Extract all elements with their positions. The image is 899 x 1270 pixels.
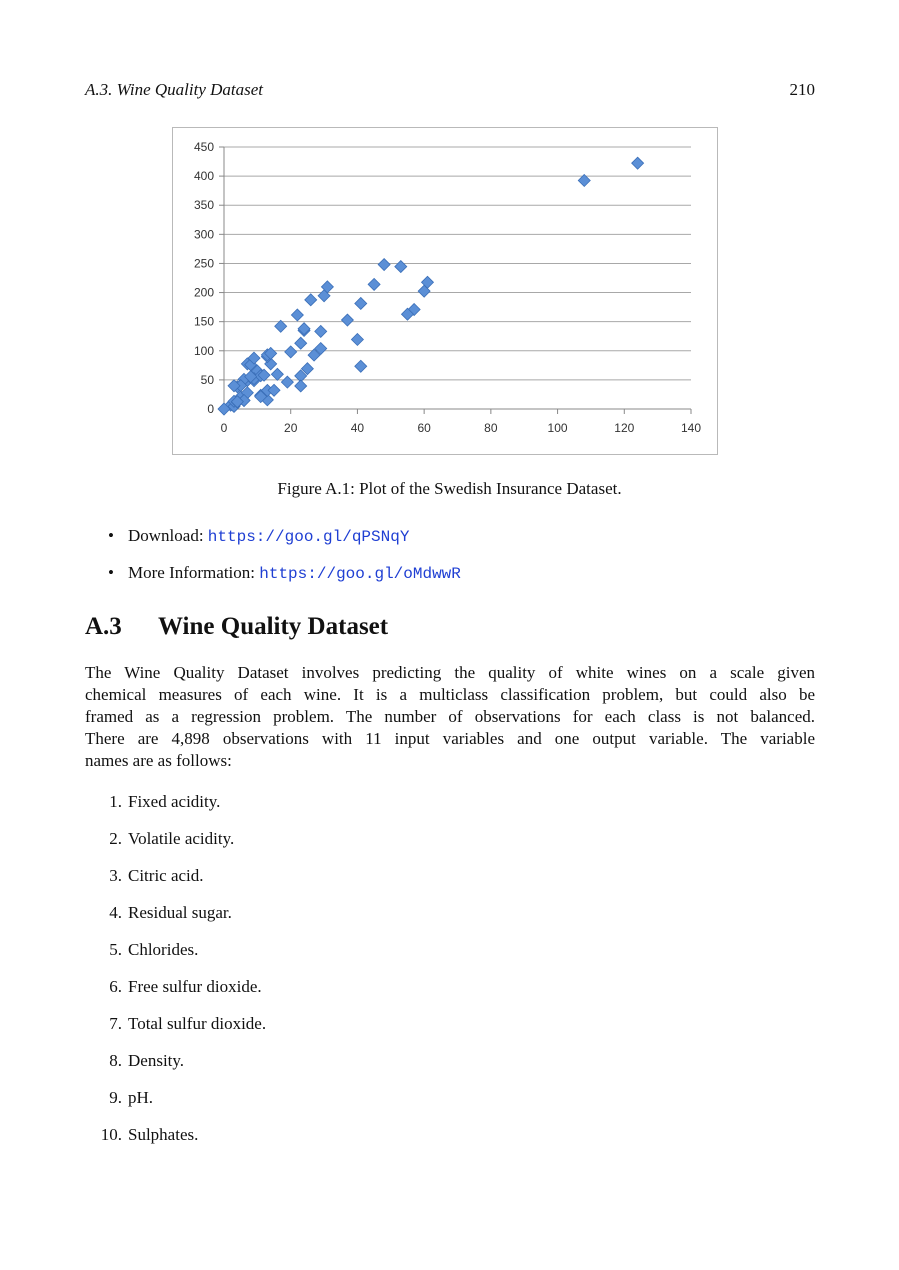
x-tick-label: 40 (350, 421, 365, 435)
x-tick-label: 100 (547, 421, 568, 435)
bullet-label: Download: (128, 526, 208, 545)
page-number: 210 (789, 80, 815, 99)
data-point (315, 325, 327, 337)
variable-item (85, 828, 266, 865)
data-point (298, 323, 310, 335)
bullet-item-download (108, 525, 461, 562)
data-point (295, 380, 307, 392)
variable-item (85, 865, 266, 902)
variable-number: 9. (109, 1088, 122, 1107)
variable-item (85, 1050, 266, 1087)
paragraph-line: names are as follows: (85, 751, 232, 770)
variable-list (85, 791, 266, 1161)
y-tick-label: 100 (193, 343, 214, 358)
figure-caption: Figure A.1: Plot of the Swedish Insurance Dataset. (277, 479, 622, 498)
more-information-link[interactable]: https://goo.gl/oMdwwR (259, 565, 461, 583)
data-point (341, 314, 353, 326)
running-head (85, 80, 815, 104)
paragraph-line: There are 4,898 observations with 11 input variables and one output variable. The variable (85, 729, 815, 748)
variable-number: 7. (109, 1014, 122, 1033)
section-number: A.3 (85, 613, 122, 640)
data-point (632, 157, 644, 169)
variable-text: Sulphates. (128, 1125, 199, 1144)
bullet-label: More Information: (128, 563, 260, 582)
variable-number: 5. (109, 940, 122, 959)
variable-number: 8. (109, 1051, 122, 1070)
download-link[interactable]: https://goo.gl/qPSNqY (207, 528, 410, 546)
bullet-dot-icon: • (108, 526, 114, 545)
data-point (295, 337, 307, 349)
y-tick-label: 350 (193, 198, 214, 213)
variable-number: 1. (109, 792, 122, 811)
x-tick-label: 60 (417, 421, 431, 435)
variable-text: Chlorides. (128, 940, 199, 959)
variable-number: 4. (109, 903, 122, 922)
data-point (395, 261, 407, 273)
figure-frame (172, 127, 718, 455)
paragraph-line: chemical measures of each wine. It is a multiclass classification problem, but could also be (85, 685, 815, 704)
data-point (285, 346, 297, 358)
y-tick-label: 450 (193, 140, 214, 154)
variable-text: Free sulfur dioxide. (128, 977, 262, 996)
variable-number: 3. (109, 866, 122, 885)
data-point (378, 259, 390, 271)
y-tick-label: 150 (193, 314, 214, 329)
x-tick-label: 80 (484, 421, 498, 435)
paragraph-line: The Wine Quality Dataset involves predicting the quality of white wines on a scale given (85, 663, 815, 682)
section-paragraph (85, 662, 815, 772)
variable-item (85, 1013, 266, 1050)
variable-text: Volatile acidity. (128, 829, 235, 848)
variable-number: 2. (109, 829, 122, 848)
scatter-chart (173, 128, 717, 454)
variable-text: Density. (128, 1051, 185, 1070)
bullet-dot-icon: • (108, 563, 114, 582)
variable-item (85, 1124, 266, 1161)
data-point (351, 333, 363, 345)
x-tick-label: 0 (220, 421, 228, 435)
data-point (368, 278, 380, 290)
y-tick-label: 250 (193, 256, 214, 271)
data-point (355, 297, 367, 309)
variable-item (85, 1087, 266, 1124)
paragraph-line: framed as a regression problem. The number of observations for each class is not balanced. (85, 707, 815, 726)
x-tick-label: 120 (614, 421, 635, 435)
variable-text: Citric acid. (128, 866, 204, 885)
variable-item (85, 939, 266, 976)
data-point (291, 309, 303, 321)
running-title: A.3. Wine Quality Dataset (85, 80, 264, 99)
y-tick-label: 300 (193, 227, 214, 242)
data-point (271, 368, 283, 380)
bullet-item-more-information (108, 562, 461, 599)
variable-number: 10. (100, 1125, 122, 1144)
variable-text: pH. (128, 1088, 154, 1107)
x-tick-label: 140 (680, 421, 702, 435)
variable-number: 6. (109, 977, 122, 996)
data-point (305, 294, 317, 306)
variable-item (85, 902, 266, 939)
x-tick-label: 20 (284, 421, 298, 435)
section-title: Wine Quality Dataset (158, 613, 389, 640)
y-tick-label: 200 (193, 285, 214, 300)
y-tick-label: 0 (207, 402, 214, 416)
y-tick-label: 400 (193, 169, 214, 184)
variable-item (85, 791, 266, 828)
variable-item (85, 976, 266, 1013)
section-heading (85, 613, 388, 641)
data-point (281, 376, 293, 388)
variable-text: Total sulfur dioxide. (128, 1014, 267, 1033)
y-tick-label: 50 (200, 372, 214, 387)
variable-text: Residual sugar. (128, 903, 232, 922)
variable-text: Fixed acidity. (128, 792, 221, 811)
data-point (355, 360, 367, 372)
bullet-list (108, 525, 461, 599)
